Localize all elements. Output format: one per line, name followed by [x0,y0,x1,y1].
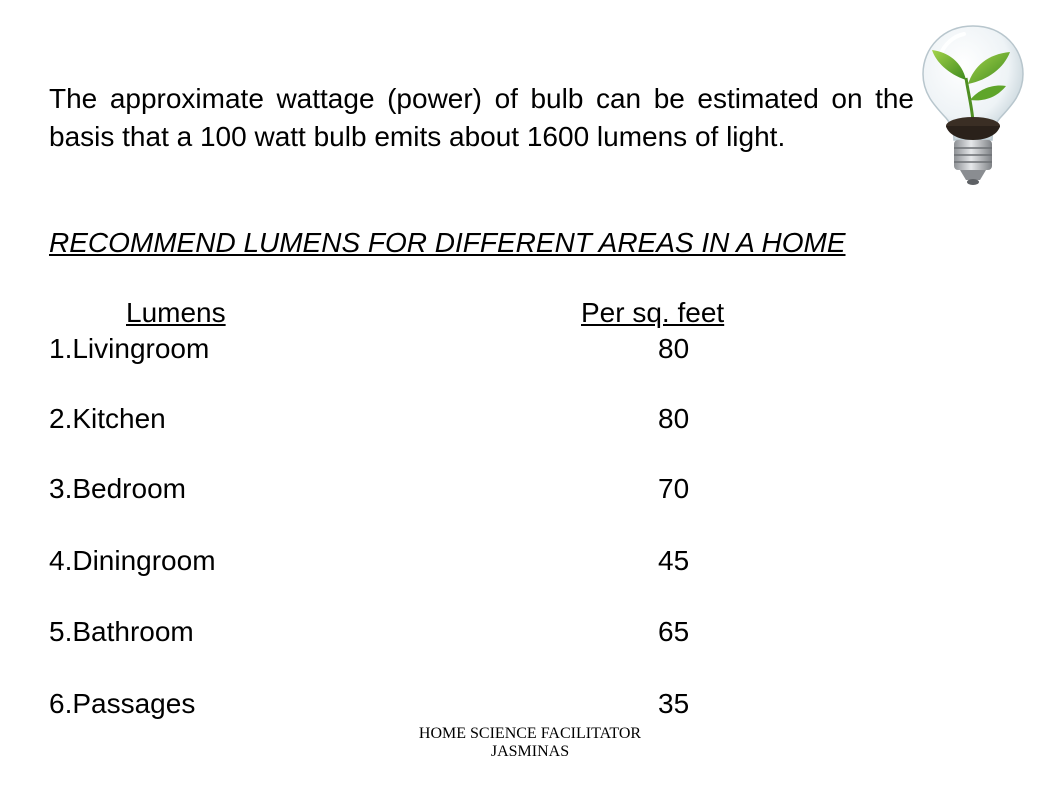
table-row [0,331,1058,367]
footer [330,725,730,761]
row-value: 65 [658,616,690,647]
table-row [0,543,1058,579]
row-area: 1.Livingroom [49,333,210,364]
row-value: 80 [658,403,690,434]
table-row [0,401,1058,437]
column-header-lumens: Lumens [126,297,226,328]
lightbulb-with-plant-icon [918,22,1028,187]
row-value: 35 [658,688,690,719]
intro-paragraph: The approximate wattage (power) of bulb can be estimated on the basis that a 100 watt bulb emits about 1600 lumens of light. [49,83,914,152]
row-area: 4.Diningroom [49,545,216,576]
section-heading: RECOMMEND LUMENS FOR DIFFERENT AREAS IN A HOME [49,227,846,258]
table-row [0,471,1058,507]
table-row [0,614,1058,650]
footer-line-2: JASMINAS [490,743,570,760]
row-area: 5.Bathroom [49,616,194,647]
row-area: 6.Passages [49,688,196,719]
row-area: 2.Kitchen [49,403,166,434]
row-value: 45 [658,545,690,576]
row-value: 70 [658,473,690,504]
column-header-per-sq-feet: Per sq. feet [581,297,725,328]
table-row [0,686,1058,722]
footer-line-1: HOME SCIENCE FACILITATOR [418,725,642,742]
row-value: 80 [658,333,690,364]
row-area: 3.Bedroom [49,473,186,504]
